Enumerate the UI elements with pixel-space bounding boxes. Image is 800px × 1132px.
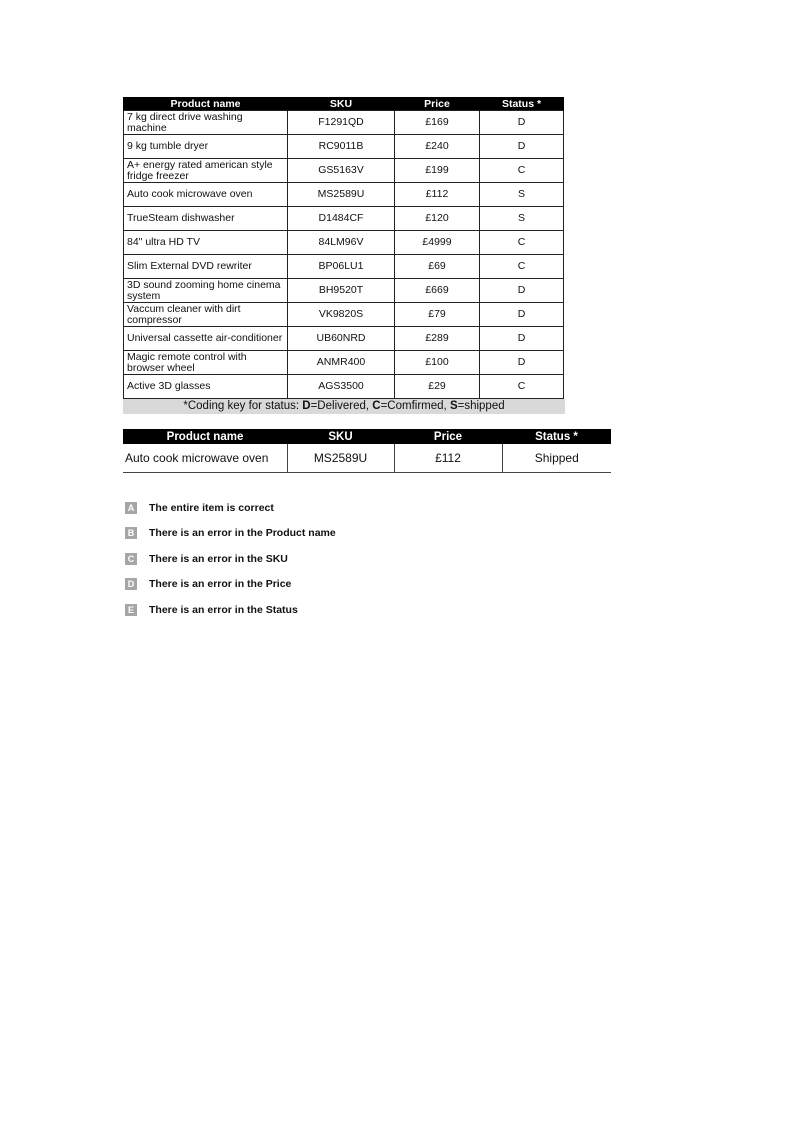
price-cell: £69	[395, 255, 480, 279]
product-name-cell: 3D sound zooming home cinema system	[124, 279, 288, 303]
product-name-cell: TrueSteam dishwasher	[124, 207, 288, 231]
question-status: Shipped	[502, 444, 611, 473]
table-row	[124, 279, 564, 303]
status-cell: C	[480, 255, 564, 279]
price-cell: £4999	[395, 231, 480, 255]
coding-key-c-text: =Comfirmed,	[380, 400, 450, 412]
sku-cell: ANMR400	[288, 351, 395, 375]
question-product-name: Auto cook microwave oven	[123, 444, 287, 473]
product-name-cell: Magic remote control with browser wheel	[124, 351, 288, 375]
option-b-badge: B	[125, 527, 137, 539]
product-name-cell: Slim External DVD rewriter	[124, 255, 288, 279]
coding-key-s-text: =shipped	[457, 400, 505, 412]
price-cell: £29	[395, 375, 480, 399]
option-b[interactable]	[125, 526, 336, 541]
status-coding-key	[123, 399, 565, 414]
sku-cell: F1291QD	[288, 111, 395, 135]
product-name-cell: 7 kg direct drive washing machine	[124, 111, 288, 135]
sku-cell: RC9011B	[288, 135, 395, 159]
question-table-container	[123, 429, 611, 473]
question-table	[123, 429, 611, 473]
table-row	[124, 255, 564, 279]
sku-cell: 84LM96V	[288, 231, 395, 255]
table-row	[124, 159, 564, 183]
option-d-badge: D	[125, 578, 137, 590]
product-name-cell: Active 3D glasses	[124, 375, 288, 399]
status-cell: D	[480, 327, 564, 351]
coding-key-c-letter: C	[372, 400, 381, 412]
question-price: £112	[394, 444, 502, 473]
product-name-cell: Universal cassette air-conditioner	[124, 327, 288, 351]
question-header-sku: SKU	[287, 429, 394, 444]
sku-cell: GS5163V	[288, 159, 395, 183]
option-a[interactable]	[125, 500, 336, 515]
coding-key-prefix: *Coding key for status:	[183, 400, 303, 412]
status-cell: S	[480, 183, 564, 207]
price-cell: £100	[395, 351, 480, 375]
status-cell: S	[480, 207, 564, 231]
answer-options	[125, 500, 336, 628]
question-sku: MS2589U	[287, 444, 394, 473]
option-e[interactable]	[125, 602, 336, 617]
product-name-cell: 84" ultra HD TV	[124, 231, 288, 255]
price-cell: £289	[395, 327, 480, 351]
sku-cell: AGS3500	[288, 375, 395, 399]
option-c-text: There is an error in the SKU	[149, 552, 288, 565]
product-name-cell: Vaccum cleaner with dirt compressor	[124, 303, 288, 327]
status-cell: D	[480, 135, 564, 159]
price-cell: £240	[395, 135, 480, 159]
option-c[interactable]	[125, 551, 336, 566]
header-product-name: Product name	[124, 97, 288, 111]
coding-key-s-letter: S	[449, 400, 458, 412]
option-a-badge: A	[125, 502, 137, 514]
option-e-badge: E	[125, 604, 137, 616]
product-name-cell: 9 kg tumble dryer	[124, 135, 288, 159]
option-b-text: There is an error in the Product name	[149, 527, 336, 539]
status-cell: D	[480, 303, 564, 327]
sku-cell: BH9520T	[288, 279, 395, 303]
table-row	[124, 231, 564, 255]
status-cell: D	[480, 351, 564, 375]
price-cell: £112	[395, 183, 480, 207]
header-price: Price	[395, 97, 480, 111]
reference-table-container	[123, 97, 565, 414]
question-table-header	[123, 429, 611, 444]
table-row	[124, 303, 564, 327]
option-d[interactable]	[125, 577, 336, 592]
price-cell: £79	[395, 303, 480, 327]
option-e-text: There is an error in the Status	[149, 603, 298, 616]
coding-key-d-letter: D	[302, 400, 311, 412]
question-row	[123, 444, 611, 473]
status-cell: D	[480, 111, 564, 135]
price-cell: £169	[395, 111, 480, 135]
sku-cell: MS2589U	[288, 183, 395, 207]
header-status: Status *	[480, 97, 564, 111]
table-row	[124, 375, 564, 399]
sku-cell: UB60NRD	[288, 327, 395, 351]
status-cell: D	[480, 279, 564, 303]
sku-cell: D1484CF	[288, 207, 395, 231]
option-c-badge: C	[125, 553, 137, 565]
table-row	[124, 111, 564, 135]
coding-key-d-text: =Delivered,	[310, 400, 373, 412]
table-row	[124, 135, 564, 159]
option-a-text: The entire item is correct	[149, 501, 274, 514]
price-cell: £120	[395, 207, 480, 231]
reference-table	[123, 97, 564, 399]
question-header-status: Status *	[502, 429, 611, 444]
product-name-cell: Auto cook microwave oven	[124, 183, 288, 207]
reference-table-body	[124, 111, 564, 399]
question-header-product-name: Product name	[123, 429, 287, 444]
table-row	[124, 183, 564, 207]
question-header-price: Price	[394, 429, 502, 444]
sku-cell: VK9820S	[288, 303, 395, 327]
status-cell: C	[480, 375, 564, 399]
status-cell: C	[480, 231, 564, 255]
sku-cell: BP06LU1	[288, 255, 395, 279]
table-row	[124, 207, 564, 231]
price-cell: £199	[395, 159, 480, 183]
header-sku: SKU	[288, 97, 395, 111]
status-cell: C	[480, 159, 564, 183]
product-name-cell: A+ energy rated american style fridge freezer	[124, 159, 288, 183]
option-d-text: There is an error in the Price	[149, 578, 292, 590]
price-cell: £669	[395, 279, 480, 303]
table-row	[124, 327, 564, 351]
reference-table-header	[124, 97, 564, 111]
table-row	[124, 351, 564, 375]
